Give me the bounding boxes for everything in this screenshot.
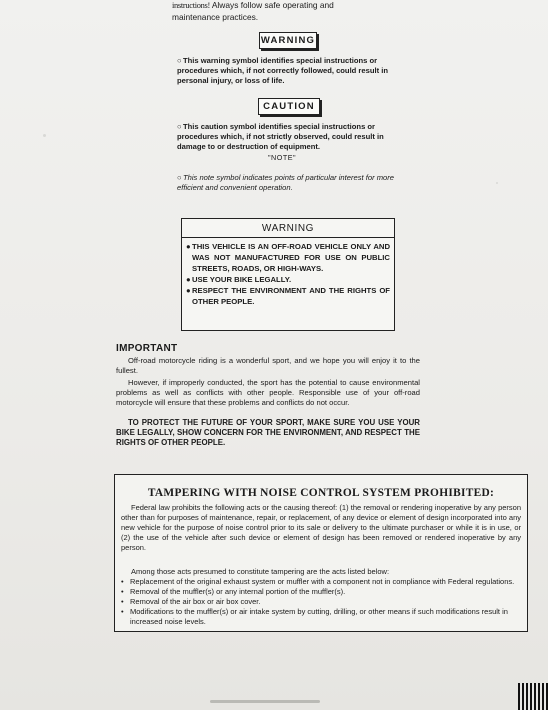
caution-symbol-box: CAUTION [258,98,320,115]
caution-bullet: ○ [177,122,182,131]
note-symbol-label: "NOTE" [268,153,297,162]
warning-symbol-box: WARNING [259,32,317,49]
intro-line1: Always follow safe operating and [209,0,334,10]
scan-speck [496,182,498,184]
warning-box-item: ● RESPECT THE ENVIRONMENT AND THE RIGHTS OF OTHER PEOPLE. [186,286,390,306]
intro-text [172,0,402,22]
tampering-title: TAMPERING WITH NOISE CONTROL SYSTEM PROHIBITED: [147,487,495,499]
note-symbol-text: This note symbol indicates points of particular interest for more efficient and convenient operation. [177,173,395,192]
tampering-list-item: • Replacement of the original exhaust system or muffler with a component not in compliance with Federal regulations. [121,577,515,586]
intro-line2: maintenance practices. [172,11,259,22]
warning-box-divider [182,237,394,238]
tampering-list [121,577,519,627]
tampering-list-item: • Removal of the muffler(s) or any internal portion of the muffler(s). [121,587,346,596]
warning-box-item: ● THIS VEHICLE IS AN OFF-ROAD VEHICLE ONLY AND WAS NOT MANUFACTURED FOR USE ON PUBLIC STREETS, ROADS, OR HIGH-WAYS. [186,242,390,273]
warning-box [181,218,395,331]
important-paragraph-1: Off-road motorcycle riding is a wonderful sport, and we hope you will enjoy it to the fullest. [116,356,420,376]
warning-bullet: ○ [177,56,182,65]
warning-symbol-text: This warning symbol identifies special instructions or procedures which, if not correctly followed, could result in personal injury, or loss of life. [177,56,388,85]
warning-box-title: WARNING [261,223,315,234]
caution-symbol-description [177,122,399,152]
important-paragraph-2: However, if improperly conducted, the sport has the potential to cause environmental problems as well as conflicts with other people. Responsible use of your off-road motorcycle will ensure that these problems and conflicts do not occur. [116,378,420,408]
note-bullet: ○ [177,173,182,182]
tampering-notice-box [114,474,528,632]
tampering-paragraph-1: Federal law prohibits the following acts or the causing thereof: (1) the removal or rendering inoperative by any person other than for purposes of maintenance, repair, or replacement, of any device or element of design incorporated into any new vehicle for the purpose of noise control prior to its sale or delivery to the ultimate purchaser or while it is in use, or (2) the use of the vehicle after such device or element of design has been removed or rendered inoperative by any person. [121,503,521,552]
tampering-paragraph-2: Among those acts presumed to constitute tampering are the acts listed below: [131,567,390,576]
note-symbol-description [177,173,399,193]
warning-box-item: ● USE YOUR BIKE LEGALLY. [186,275,292,284]
tampering-list-item: • Removal of the air box or air box cover. [121,597,261,606]
important-heading: IMPORTANT [116,343,178,354]
tampering-list-item: • Modifications to the muffler(s) or air intake system by cutting, drilling, or other means if such modifications result in increased noise levels. [121,607,508,626]
important-paragraph-3: TO PROTECT THE FUTURE OF YOUR SPORT, MAKE SURE YOU USE YOUR BIKE LEGALLY, SHOW CONCERN FOR THE ENVIRONMENT, AND RESPECT THE RIGHTS OF OTHER PEOPLE. [116,418,420,448]
intro-cut-word: instructions! [172,1,210,10]
warning-symbol-description [177,56,399,86]
warning-box-list [186,241,390,307]
scan-speck [43,134,46,137]
scan-smudge [210,700,320,703]
scan-edge-strip [518,683,548,710]
caution-symbol-text: This caution symbol identifies special instructions or procedures which, if not strictly observed, could result in damage to or destruction of equipment. [177,122,384,151]
